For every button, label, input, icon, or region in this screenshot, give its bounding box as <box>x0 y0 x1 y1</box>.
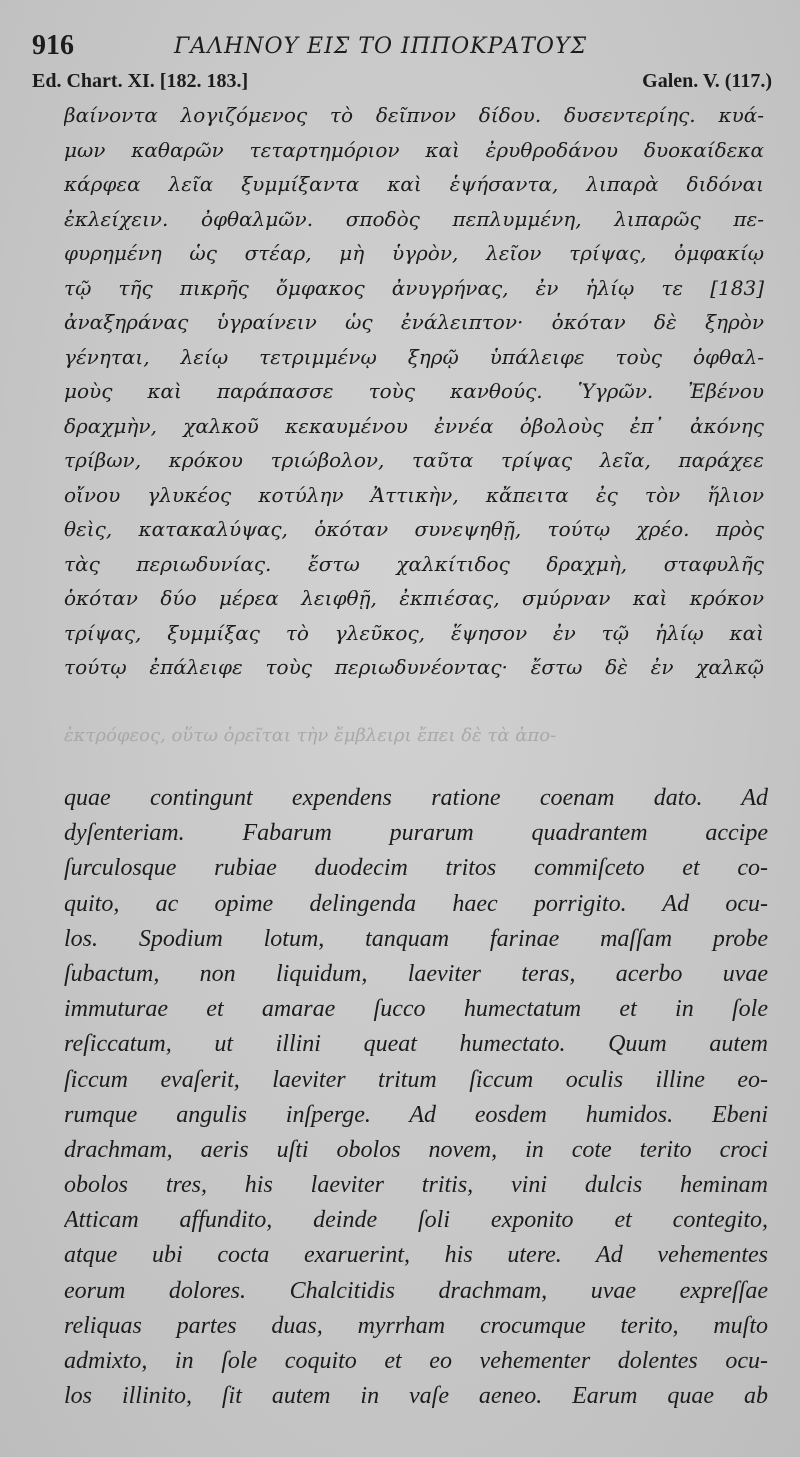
greek-line: τούτῳ ἐπάλειφε τοὺς περιωδυνέοντας· ἔστω δὲ ἐν χαλκῷ <box>64 655 764 679</box>
latin-line: los illinito, ſit autem in vaſe aeneo. Earum quae ab <box>64 1383 768 1410</box>
greek-line: βαίνοντα λογιζόμενος τὸ δεῖπνον δίδου. δυσεντερίης. κυά- <box>64 103 764 127</box>
greek-line: θεὶς, κατακαλύψας, ὁκόταν συνεψηθῇ, τούτῳ χρέο. πρὸς <box>64 517 764 541</box>
latin-line: reliquas partes duas, myrrham crocumque terito, muſto <box>64 1312 768 1339</box>
running-head: ΓΑΛΗΝΟΥ ΕΙΣ ΤΟ ΙΠΠΟΚΡΑΤΟΥΣ <box>174 34 588 59</box>
greek-line: δραχμὴν, χαλκοῦ κεκαυμένου ἐννέα ὀβολοὺς ἐπ᾽ ἀκόνης <box>64 413 764 438</box>
latin-line: ſiccum evaſerit, laeviter tritum ſiccum oculis illine eo- <box>64 1066 768 1093</box>
latin-line: drachmam, aeris uſti obolos novem, in cote terito croci <box>64 1136 768 1163</box>
latin-line: immuturae et amarae ſucco humectatum et in ſole <box>64 996 768 1023</box>
latin-line: quae contingunt expendens ratione coenam dato. Ad <box>64 785 768 811</box>
latin-line: atque ubi cocta exaruerint, his utere. Ad vehementes <box>64 1242 768 1269</box>
latin-line: los. Spodium lotum, tanquam farinae maſſam probe <box>64 925 768 952</box>
page-number: 916 <box>32 30 74 61</box>
latin-line: ſurculosque rubiae duodecim tritos commiſceto et co- <box>64 855 768 882</box>
greek-line: τρίψας, ξυμμίξας τὸ γλεῦκος, ἕψησον ἐν τῷ ἡλίῳ καὶ <box>64 620 764 645</box>
latin-text-block <box>64 781 768 1414</box>
greek-text-block <box>64 98 764 685</box>
latin-line: admixto, in ſole coquito et eo vehementer dolentes ocu- <box>64 1348 768 1374</box>
edition-reference-line <box>32 70 772 98</box>
show-through-text: ἐκτρόφεος, οὕτω ὀρεῖται τὴν ἔμβλειρι ἔπει δὲ τὰ ἀπο- <box>64 725 557 746</box>
greek-line: οἴνου γλυκέος κοτύλην Ἀττικὴν, κἄπειτα ἐς τὸν ἥλιον <box>64 482 764 507</box>
greek-line: τρίβων, κρόκου τριώβολον, ταῦτα τρίψας λεῖα, παράχεε <box>64 448 764 472</box>
latin-line: rumque angulis inſperge. Ad eosdem humidos. Ebeni <box>64 1101 768 1128</box>
latin-line: ſubactum, non liquidum, laeviter teras, acerbo uvae <box>64 960 768 987</box>
greek-line: γένηται, λείῳ τετριμμένῳ ξηρῷ ὑπάλειφε τοὺς ὀφθαλ- <box>64 344 764 369</box>
latin-line: Atticam affundito, deinde ſoli exponito et contegito, <box>64 1207 768 1234</box>
greek-line: ὁκόταν δύο μέρεα λειφθῇ, ἐκπιέσας, σμύρναν καὶ κρόκον <box>64 586 764 610</box>
latin-line: obolos tres, his laeviter tritis, vini dulcis heminam <box>64 1172 768 1199</box>
greek-line: μων καθαρῶν τεταρτημόριον καὶ ἐρυθροδάνου δυοκαίδεκα <box>64 137 764 162</box>
edition-reference: Ed. Chart. XI. [182. 183.] <box>32 70 249 92</box>
page-header <box>32 30 772 66</box>
greek-line: τῷ τῆς πικρῆς ὄμφακος ἀνυγρήνας, ἐν ἡλίῳ τε [183] <box>64 275 764 300</box>
latin-line: dyſenteriam. Fabarum purarum quadrantem accipe <box>64 820 768 847</box>
greek-line: κάρφεα λεῖα ξυμμίξαντα καὶ ἑψήσαντα, λιπαρὰ διδόναι <box>64 172 764 196</box>
latin-line: quito, ac opime delingenda haec porrigito. Ad ocu- <box>64 890 768 917</box>
greek-line: μοὺς καὶ παράπασσε τοὺς κανθούς. Ὑγρῶν. Ἐβένου <box>64 379 764 403</box>
greek-line: ἐκλείχειν. ὀφθαλμῶν. σποδὸς πεπλυμμένη, λιπαρῶς πε- <box>64 206 764 231</box>
greek-line: ἀναξηράνας ὑγραίνειν ὡς ἐνάλειπτον· ὁκόταν δὲ ξηρὸν <box>64 310 764 334</box>
galen-reference: Galen. V. (117.) <box>642 70 772 92</box>
greek-line: τὰς περιωδυνίας. ἔστω χαλκίτιδος δραχμὴ, σταφυλῆς <box>64 551 764 576</box>
greek-line: φυρημένη ὡς στέαρ, μὴ ὑγρὸν, λεῖον τρίψας, ὀμφακίῳ <box>64 241 764 265</box>
latin-line: eorum dolores. Chalcitidis drachmam, uvae expreſſae <box>64 1277 768 1304</box>
latin-line: reſiccatum, ut illini queat humectato. Quum autem <box>64 1031 768 1058</box>
